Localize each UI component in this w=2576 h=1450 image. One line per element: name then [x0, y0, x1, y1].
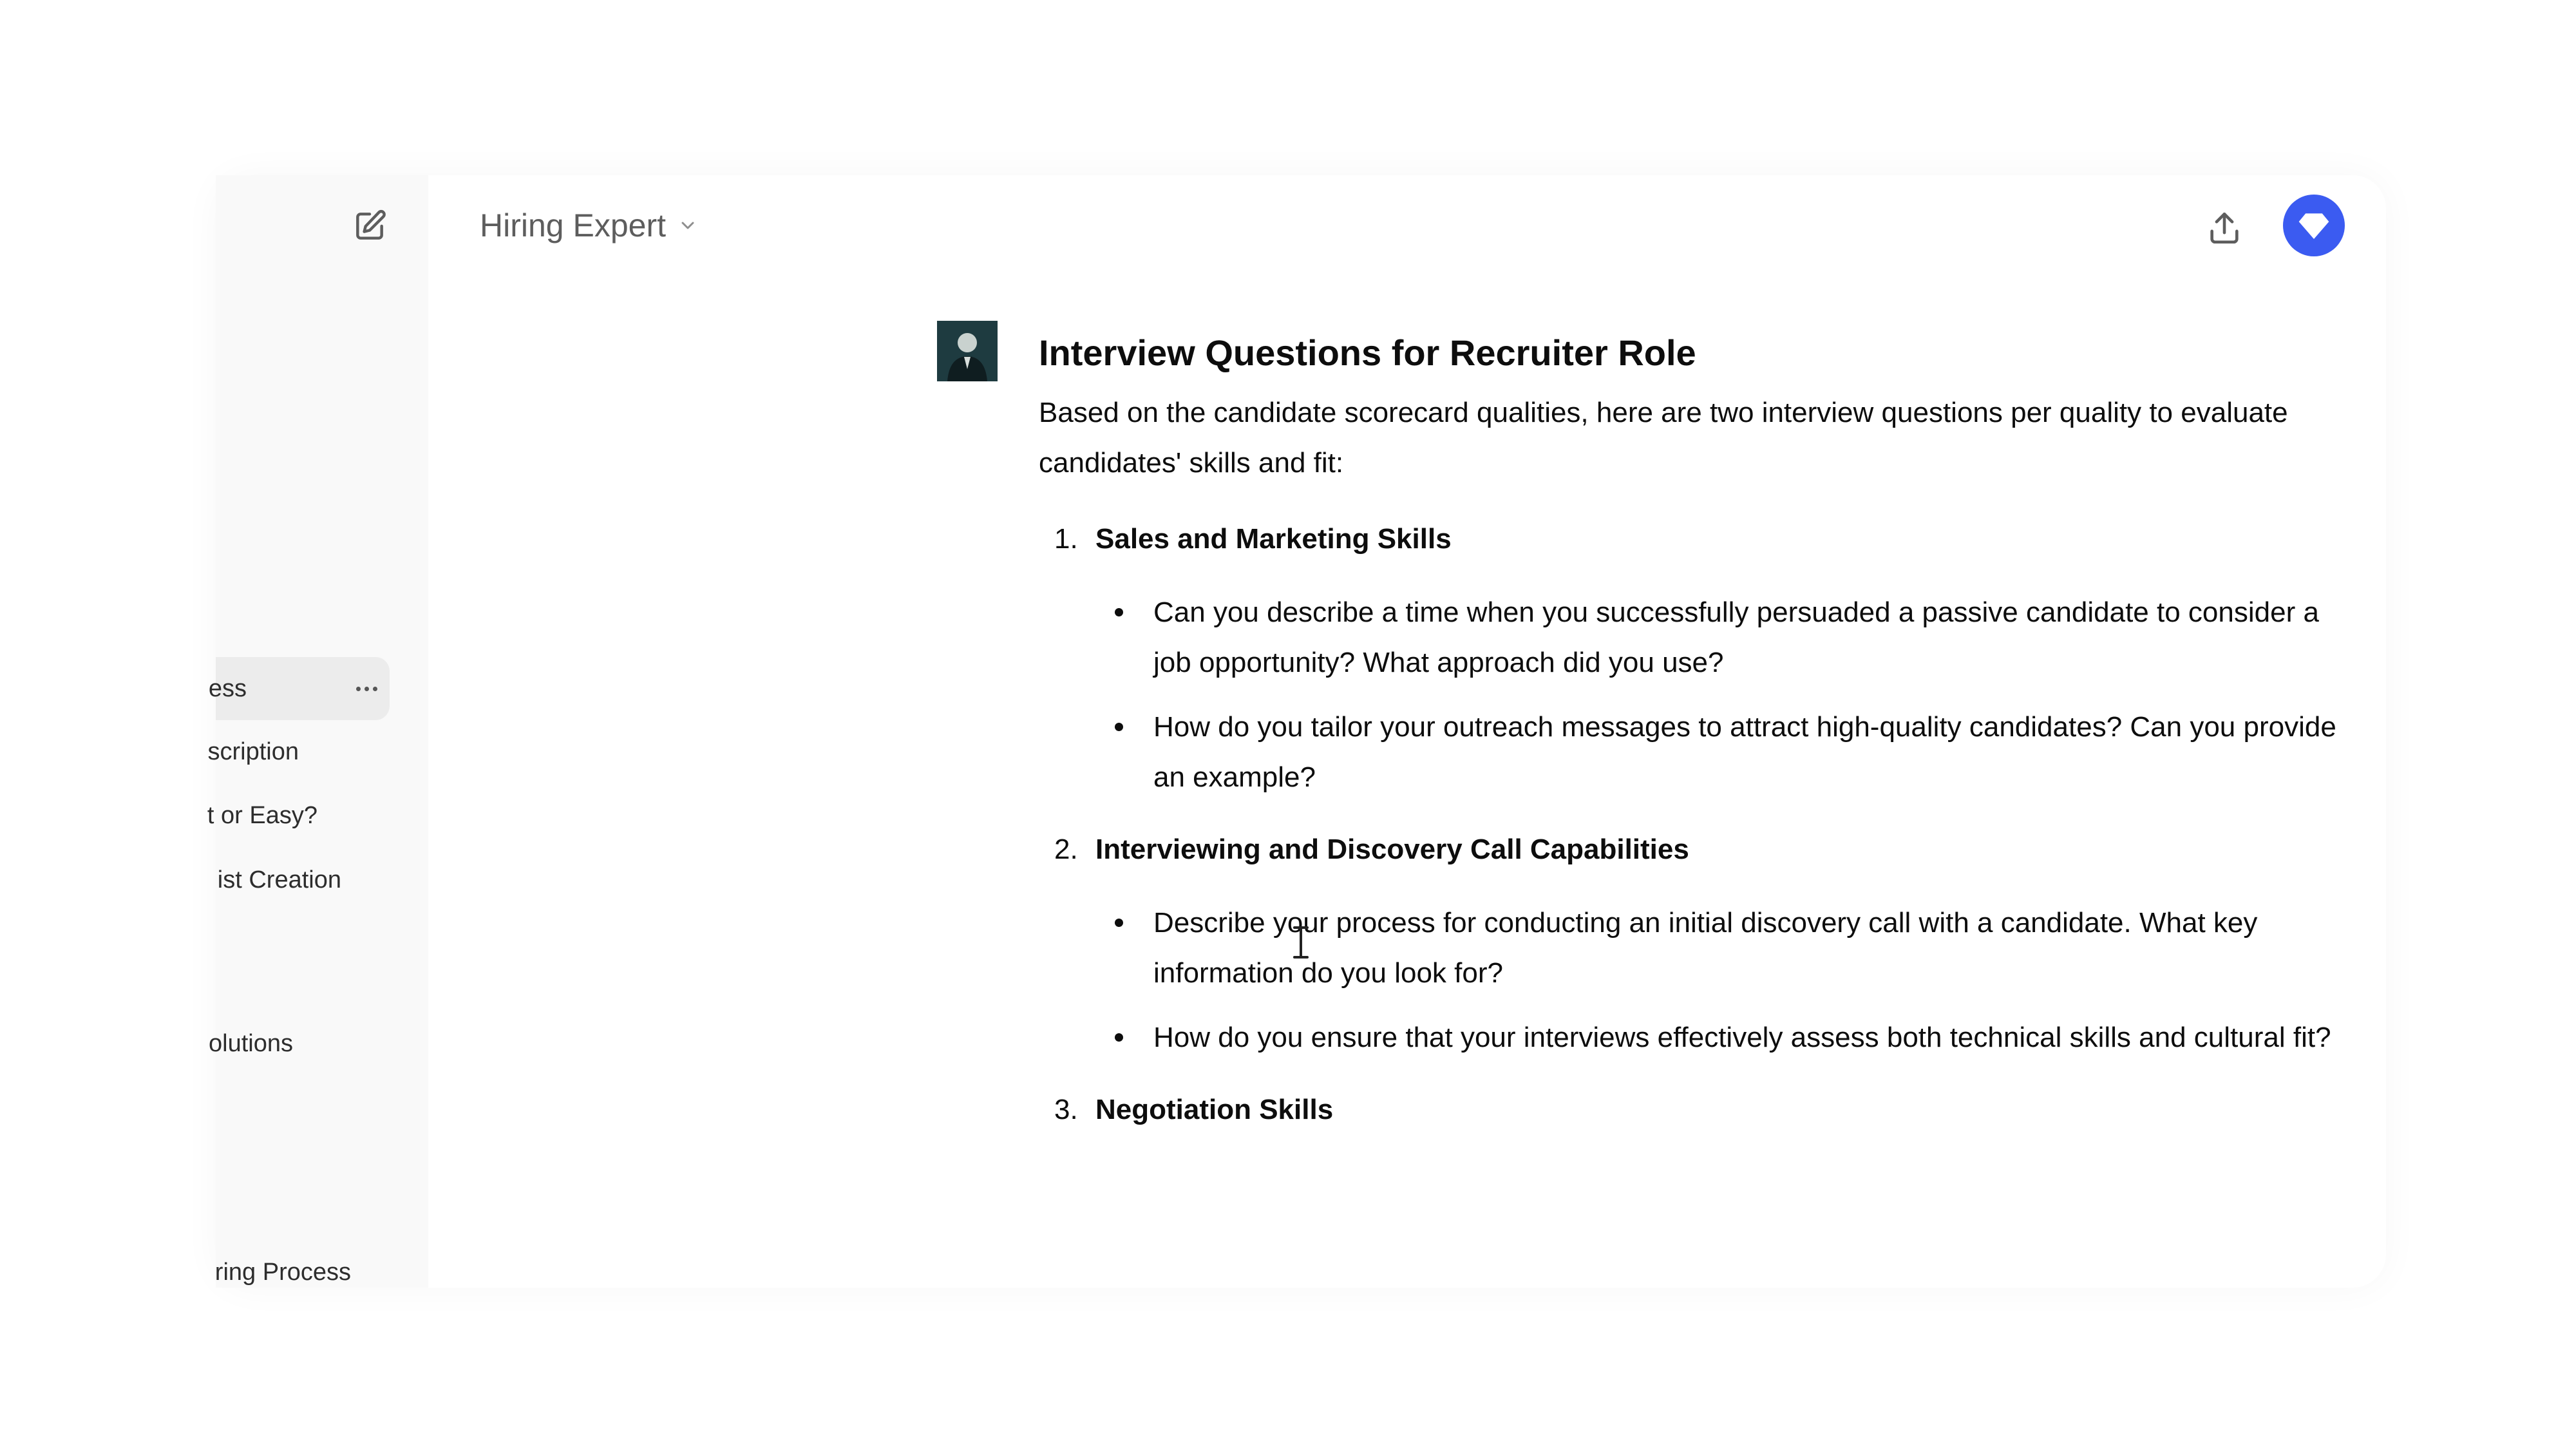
chat-main — [428, 175, 2386, 1288]
sidebar-item-label: ring Process — [214, 1259, 351, 1286]
section-number: 1. — [1054, 523, 1078, 555]
quality-section — [1039, 825, 2340, 1063]
sidebar-item-conversation[interactable] — [209, 1012, 390, 1075]
interview-question: Can you describe a time when you successfully persuaded a passive candidate to consider a job opportunity? What approach did you use? — [1095, 587, 2340, 688]
section-title: Sales and Marketing Skills — [1095, 523, 1452, 555]
question-bullets — [1095, 898, 2340, 1063]
model-name: Hiring Expert — [480, 207, 666, 243]
quality-section — [1039, 514, 2340, 803]
share-button[interactable] — [2193, 197, 2255, 259]
text-cursor-icon — [1292, 926, 1310, 959]
message-title: Interview Questions for Recruiter Role — [1039, 332, 1696, 373]
message-intro: Based on the candidate scorecard qualities, here are two interview questions per quality to evaluate candidates' skills and fit: — [1039, 397, 2288, 479]
sidebar-item-label: olutions — [209, 1030, 293, 1057]
interview-question: Describe your process for conducting an initial discovery call with a candidate. What key information do you look for? — [1095, 898, 2340, 998]
edit-icon — [352, 208, 388, 244]
interview-question: How do you ensure that your interviews effectively assess both technical skills and cultural fit? — [1095, 1013, 2340, 1063]
section-number: 3. — [1054, 1094, 1078, 1125]
more-icon — [356, 687, 361, 691]
profile-button[interactable] — [2283, 195, 2345, 256]
sidebar-item-conversation[interactable] — [216, 1241, 390, 1304]
sidebar-item-conversation[interactable] — [216, 848, 390, 911]
model-selector[interactable] — [473, 195, 705, 256]
sidebar-item-label: t or Easy? — [207, 802, 317, 829]
quality-section — [1039, 1085, 2340, 1135]
question-list — [1039, 514, 2340, 1135]
new-chat-button[interactable] — [342, 198, 397, 254]
section-title: Interviewing and Discovery Call Capabilities — [1095, 834, 1689, 865]
more-icon-dot — [365, 687, 369, 691]
interview-question: How do you tailor your outreach messages to attract high-quality candidates? Can you provide an example? — [1095, 702, 2340, 803]
assistant-message — [1039, 327, 2340, 1157]
sidebar-item-conversation[interactable] — [207, 720, 390, 783]
question-bullets — [1095, 587, 2340, 803]
sidebar — [207, 175, 428, 1288]
profile-icon — [2296, 207, 2332, 243]
section-number: 2. — [1054, 834, 1078, 865]
share-icon — [2206, 209, 2243, 247]
section-title: Negotiation Skills — [1095, 1094, 1334, 1125]
app-window — [207, 175, 2386, 1288]
more-icon-dot — [373, 687, 377, 691]
sidebar-item-conversation[interactable] — [208, 657, 390, 720]
conversation-options-button[interactable] — [348, 657, 384, 720]
gpt-avatar — [937, 321, 998, 381]
sidebar-item-label: scription — [207, 738, 299, 765]
chevron-down-icon — [677, 215, 698, 236]
sidebar-item-conversation[interactable] — [207, 784, 390, 847]
sidebar-item-label: ess — [208, 675, 247, 702]
avatar-image — [937, 321, 998, 381]
sidebar-item-label: ist Creation — [217, 866, 341, 893]
